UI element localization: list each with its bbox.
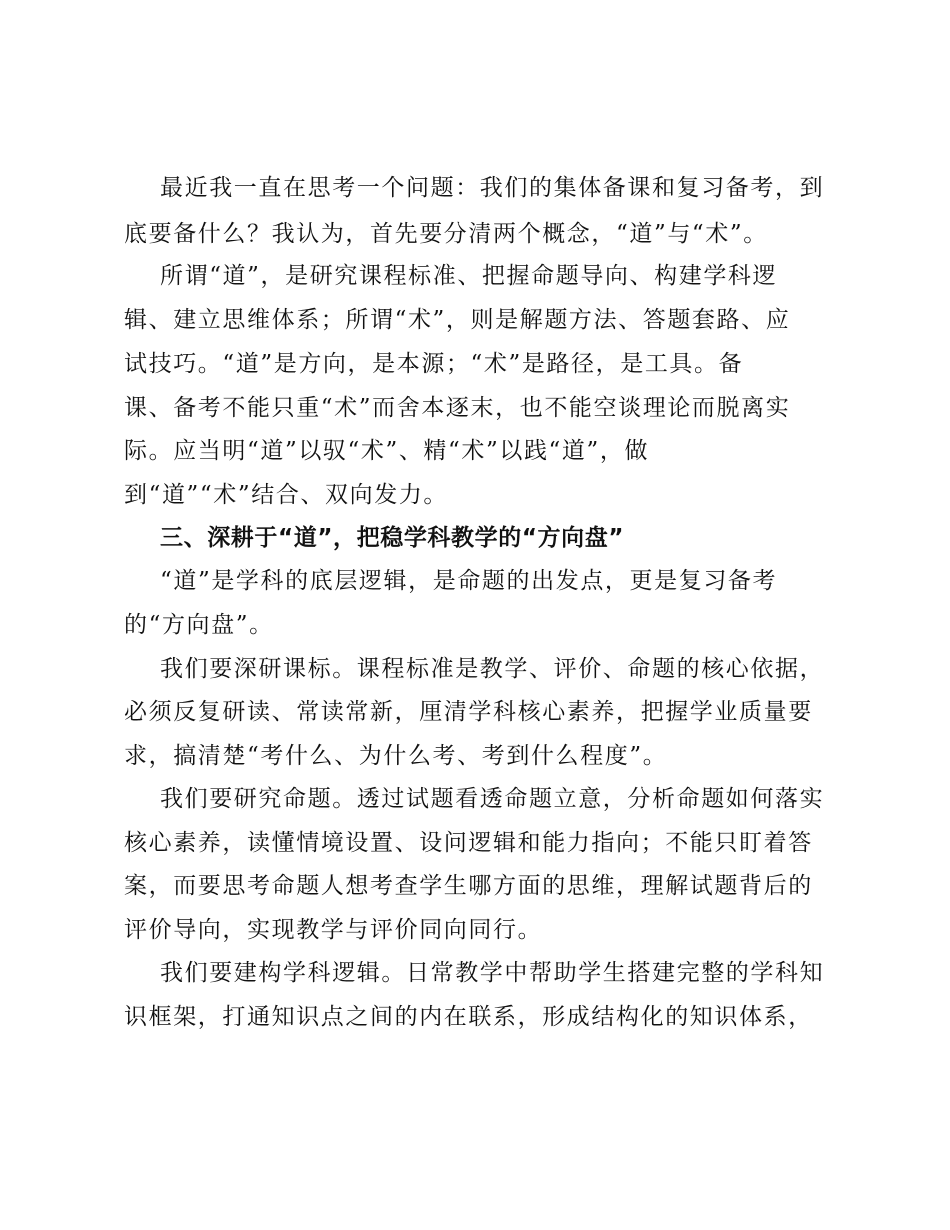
paragraph-line: 核心素养，读懂情境设置、设问逻辑和能力指向；不能只盯着答 <box>124 830 813 856</box>
paragraph-line: 我们要建构学科逻辑。日常教学中帮助学生搭建完整的学科知 <box>160 960 825 986</box>
paragraph-line: 识框架，打通知识点之间的内在联系，形成结构化的知识体系， <box>124 1004 813 1030</box>
paragraph-line: 所谓“道”，是研究课程标准、把握命题导向、构建学科逻 <box>160 263 778 289</box>
section-heading: 三、深耕于“道”，把稳学科教学的“方向盘” <box>160 525 625 551</box>
paragraph-line: 评价导向，实现教学与评价同向同行。 <box>124 917 543 943</box>
paragraph-line: 际。应当明“道”以驭“术”、精“术”以践“道”，做 <box>124 438 650 464</box>
paragraph-line: 我们要深研课标。课程标准是教学、评价、命题的核心依据， <box>160 656 825 682</box>
paragraph-line: 求，搞清楚“考什么、为什么考、考到什么程度”。 <box>124 743 668 769</box>
paragraph-line: 案，而要思考命题人想考查学生哪方面的思维，理解试题背后的 <box>124 873 813 899</box>
paragraph-line: 底要备什么？我认为，首先要分清两个概念，“道”与“术”。 <box>124 221 768 247</box>
paragraph-line: 最近我一直在思考一个问题：我们的集体备课和复习备考，到 <box>160 175 825 201</box>
paragraph-line: 到“道”“术”结合、双向发力。 <box>124 482 449 508</box>
paragraph-line: 课、备考不能只重“术”而舍本逐末，也不能空谈理论而脱离实 <box>124 395 791 421</box>
paragraph-line: 必须反复研读、常读常新，厘清学科核心素养，把握学业质量要 <box>124 699 813 725</box>
paragraph-line: “道”是学科的底层逻辑，是命题的出发点，更是复习备考 <box>160 568 778 594</box>
paragraph-line: 辑、建立思维体系；所谓“术”，则是解题方法、答题套路、应 <box>124 307 791 333</box>
paragraph-line: 我们要研究命题。透过试题看透命题立意，分析命题如何落实 <box>160 786 825 812</box>
paragraph-line: 的“方向盘”。 <box>124 612 274 638</box>
paragraph-line: 试技巧。“道”是方向，是本源；“术”是路径，是工具。备 <box>124 351 744 377</box>
